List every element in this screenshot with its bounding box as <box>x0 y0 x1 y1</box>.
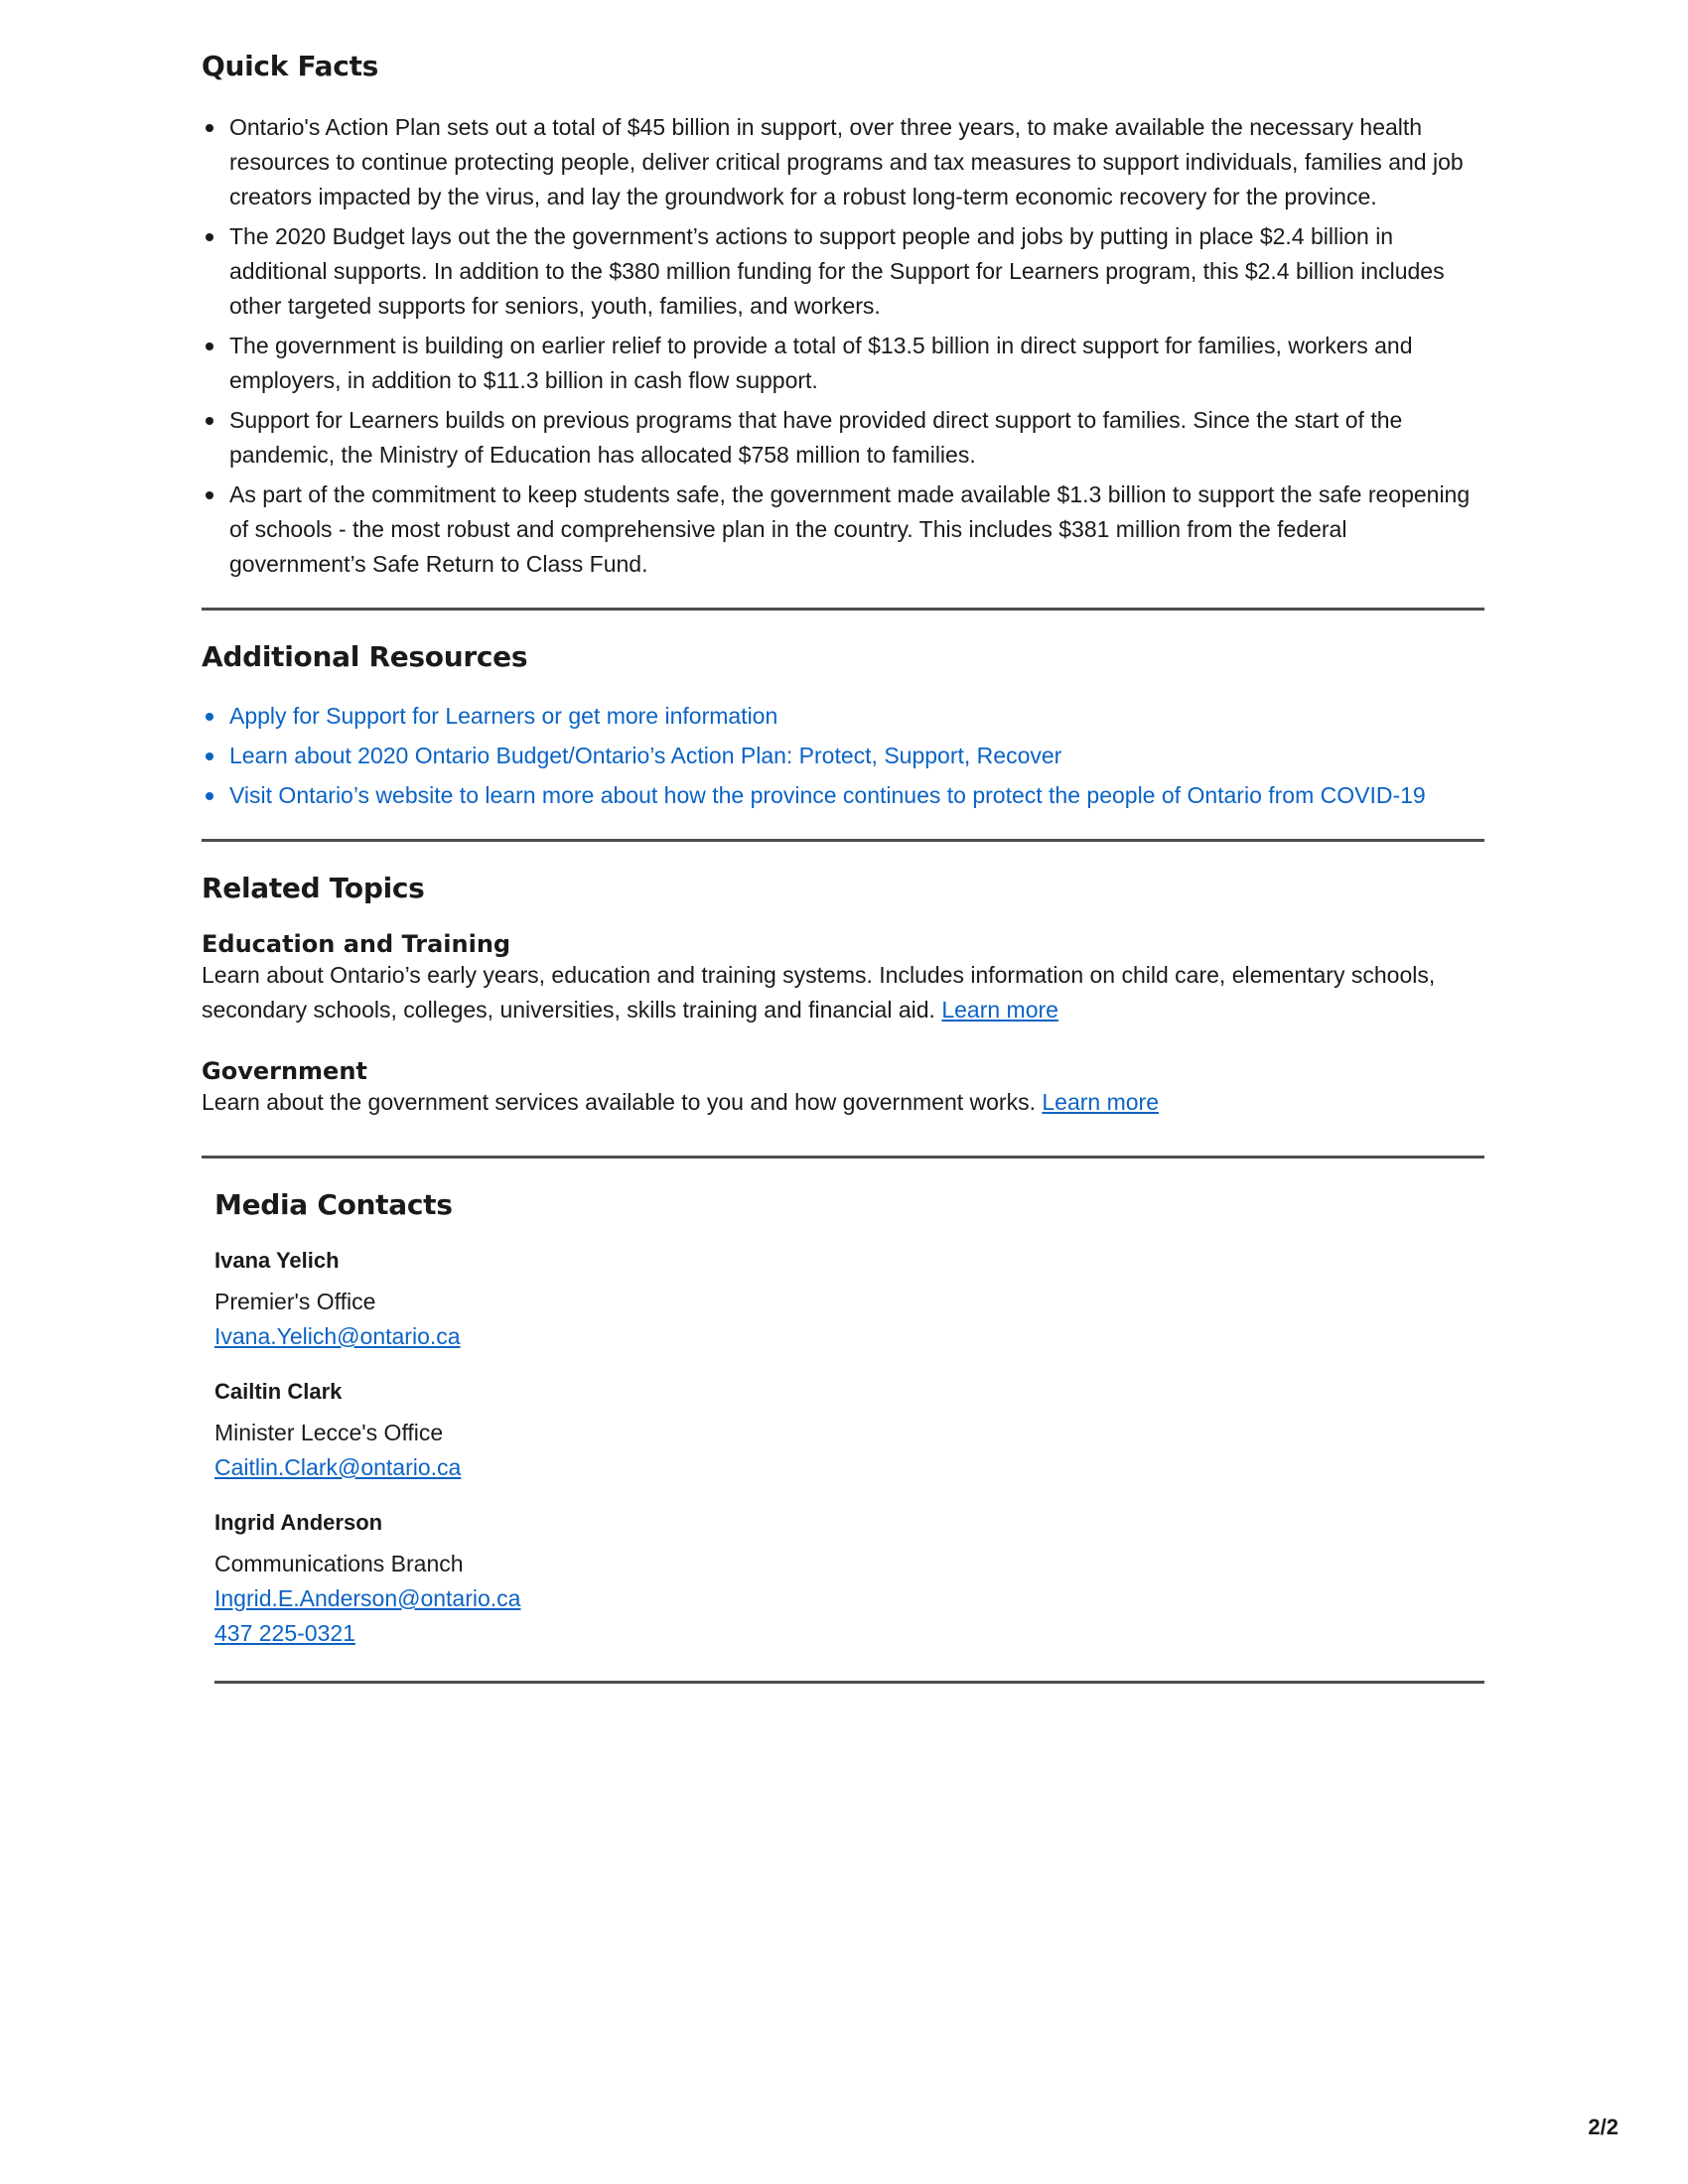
related-topics-heading: Related Topics <box>202 872 425 904</box>
covid-19-info-link[interactable]: Visit Ontario’s website to learn more about how the province continues to protect the people of Ontario from COVID-19 <box>229 782 1426 808</box>
list-item: Ontario's Action Plan sets out a total of $45 billion in support, over three years, to make available the necessary health resources to continue protecting people, deliver critical programs and tax measures to support individuals, families and job creators impacted by the virus, and lay the groundwork for a robust long-term economic recovery for the province. <box>202 110 1482 214</box>
related-topics-section <box>202 872 1482 1120</box>
list-item: As part of the commitment to keep students safe, the government made available $1.3 billion to support the safe reopening of schools - the most robust and comprehensive plan in the country. This includes $381 million from the federal government’s Safe Return to Class Fund. <box>202 478 1482 582</box>
contact-email-link[interactable]: Ivana.Yelich@ontario.ca <box>214 1323 461 1349</box>
contact-office: Minister Lecce's Office <box>214 1420 444 1445</box>
page-content <box>202 50 1482 1684</box>
quick-facts-list <box>202 110 1482 582</box>
list-item: Support for Learners builds on previous programs that have provided direct support to families. Since the start of the pandemic, the Ministry of Education has allocated $758 million to families. <box>202 403 1482 473</box>
topic-description <box>202 1085 1482 1120</box>
contact-card <box>214 1376 1482 1485</box>
contact-office: Premier's Office <box>214 1289 376 1314</box>
learn-more-link[interactable]: Learn more <box>941 997 1058 1023</box>
topic-heading: Education and Training <box>202 930 511 958</box>
media-contacts-section <box>214 1188 1482 1684</box>
contact-phone-line <box>214 1616 1482 1651</box>
list-item: The 2020 Budget lays out the the government’s actions to support people and jobs by putting in place $2.4 billion in additional supports. In addition to the $380 million funding for the Support for Learners program, this $2.4 billion includes other targeted supports for seniors, youth, families, and workers. <box>202 219 1482 324</box>
topic-heading: Government <box>202 1057 367 1085</box>
contact-email-line <box>214 1450 1482 1485</box>
topic-description <box>202 958 1482 1027</box>
page-number: 2/2 <box>1588 2115 1618 2139</box>
topic-government <box>202 1057 1482 1120</box>
media-contacts-heading: Media Contacts <box>214 1188 453 1221</box>
resources-list <box>202 699 1482 813</box>
contact-email-line <box>214 1581 1482 1616</box>
contact-office: Communications Branch <box>214 1551 464 1576</box>
contact-name: Ingrid Anderson <box>214 1510 383 1535</box>
contact-email-link[interactable]: Ingrid.E.Anderson@ontario.ca <box>214 1585 521 1611</box>
apply-support-learners-link[interactable]: Apply for Support for Learners or get more information <box>229 703 778 729</box>
topic-education-training <box>202 930 1482 1027</box>
contact-email-link[interactable]: Caitlin.Clark@ontario.ca <box>214 1454 462 1480</box>
topic-text: Learn about the government services available to you and how government works. <box>202 1089 1036 1115</box>
list-item <box>202 699 1482 734</box>
section-divider <box>202 608 1484 611</box>
contact-name: Ivana Yelich <box>214 1248 340 1273</box>
section-divider <box>202 839 1484 842</box>
list-item <box>202 778 1482 813</box>
contact-email-line <box>214 1319 1482 1354</box>
quick-facts-section <box>202 50 1482 582</box>
contact-card <box>214 1507 1482 1651</box>
section-divider <box>202 1156 1484 1159</box>
section-divider <box>214 1681 1484 1684</box>
additional-resources-section <box>202 640 1482 813</box>
quick-facts-heading: Quick Facts <box>202 50 379 82</box>
learn-more-link[interactable]: Learn more <box>1042 1089 1159 1115</box>
ontario-budget-link[interactable]: Learn about 2020 Ontario Budget/Ontario’s Action Plan: Protect, Support, Recover <box>229 743 1062 768</box>
contact-name: Cailtin Clark <box>214 1379 343 1404</box>
list-item <box>202 739 1482 773</box>
contact-card <box>214 1245 1482 1354</box>
list-item: The government is building on earlier relief to provide a total of $13.5 billion in direct support for families, workers and employers, in addition to $11.3 billion in cash flow support. <box>202 329 1482 398</box>
contact-phone-link[interactable]: 437 225-0321 <box>214 1620 355 1646</box>
topic-text: Learn about Ontario’s early years, education and training systems. Includes information on child care, elementary schools, secondary schools, colleges, universities, skills training and financial aid. <box>202 962 1436 1023</box>
additional-resources-heading: Additional Resources <box>202 640 528 673</box>
